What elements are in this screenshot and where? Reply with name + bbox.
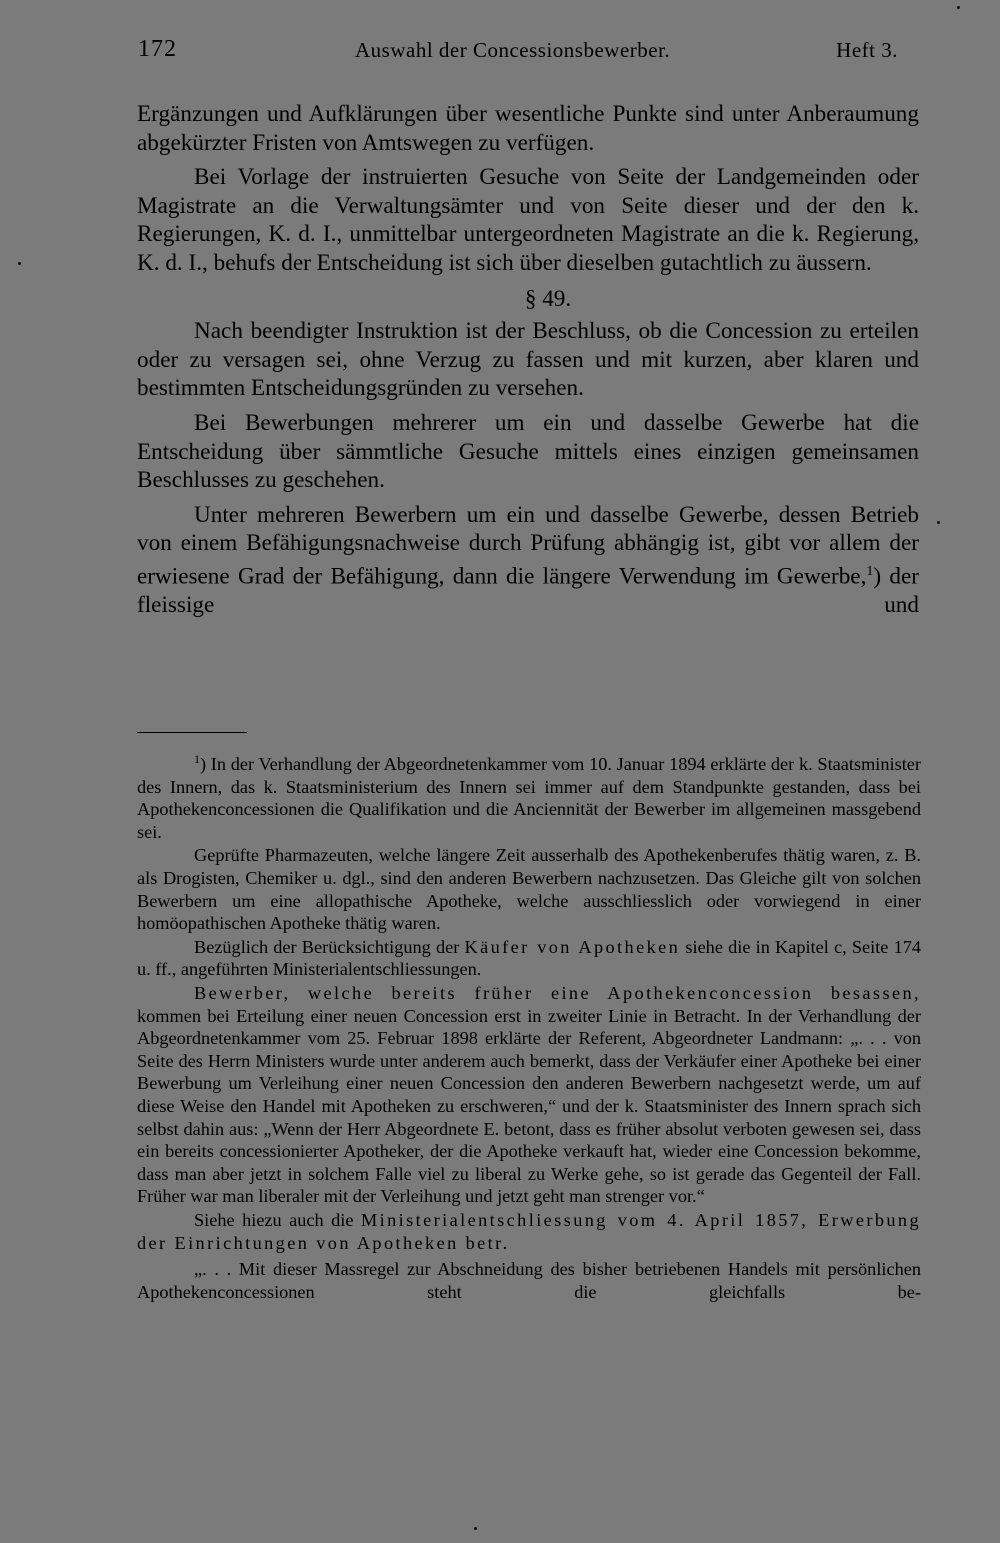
footnote-paragraph: „. . . Mit dieser Massregel zur Abschneidung des bisher betriebenen Handels mit persönlichen Apothekenconcessionen steht die gleichfalls be- <box>137 1259 921 1302</box>
footnote-paragraph <box>137 936 921 981</box>
footnote <box>137 748 921 843</box>
footnote-paragraph <box>137 1209 921 1254</box>
paragraph: Nach beendigter Instruktion ist der Beschluss, ob die Concession zu erteilen oder zu versagen sei, ohne Verzug zu fassen und mit kurzen, aber klaren und bestimmten Entscheidungsgründen zu versehen. <box>137 318 919 402</box>
footnote-rule <box>137 732 247 733</box>
page-header <box>138 36 898 66</box>
paragraph: Ergänzungen und Aufklärungen über wesentliche Punkte sind unter Anberaumung abgekürzter Fristen von Amtswegen zu verfügen. <box>137 101 919 156</box>
footnote-marker: 1 <box>194 752 200 766</box>
spaced-emphasis: Ministerialentschliessung vom 4. April 1857, Erwerbung der Einrichtungen von Apotheken betr. <box>137 1209 921 1253</box>
footnotes <box>137 748 921 1303</box>
page-number: 172 <box>138 36 177 62</box>
footnote-paragraph: Geprüfte Pharmazeuten, welche längere Zeit ausserhalb des Apothekenberufes thätig waren, z. B. als Drogisten, Chemiker u. dgl., sind den anderen Bewerbern nachzusetzen. Das Gleiche gilt von solchen Bewerbern um eine allopathische Apotheke, welche ausschliesslich oder vorwiegend in einer homöopathischen Apotheke thätig waren. <box>137 845 921 934</box>
footnote-text: Siehe hiezu auch die <box>194 1209 361 1230</box>
running-title: Auswahl der Concessionsbewerber. <box>355 38 671 62</box>
footnote-text: siehe die in Kapitel c, Seite 174 u. ff., angeführten Ministerialentschliessungen. <box>137 936 922 980</box>
scan-speck <box>937 521 940 524</box>
scan-speck <box>474 1527 477 1530</box>
footnote-text: Bezüglich der Berücksichtigung der <box>194 936 465 957</box>
spaced-emphasis: Bewerber, welche bereits früher eine Apothekenconcession besassen, <box>194 983 921 1004</box>
footnote-reference: 1 <box>866 563 874 579</box>
footnote-text: kommen bei Erteilung einer neuen Concession erst in zweiter Linie in Betracht. In der Verhandlung der Abgeordnetenkammer vom 25. Februar 1898 erklärte der Referent, Abgeordneter Landmann: „. . . von Seite des Herrn Ministers wurde unter anderem auch bemerkt, dass der Verkäufer einer Apotheke bei einer Bewerbung um Verleihung einer neuen Concession den anderen Bewerbern nachgesetzt werde, um auf diese Weise den Handel mit Apotheken zu erschweren,“ und der k. Staatsminister des Innern sprach sich selbst dahin aus: „Wenn der Herr Abgeordnete E. betont, dass es früher absolut verboten gewesen sei, dass ein bereits concessionierter Apotheker, der die Apotheke verkauft hat, wieder eine Concession bekomme, dass man aber jetzt in solchem Falle viel zu liberal zu Werke gehe, so ist gerade das Gegenteil der Fall. Früher war man liberaler mit der Verleihung und jetzt geht man strenger vor.“ <box>137 1005 921 1207</box>
footnote-paragraph <box>137 982 921 1208</box>
scan-speck <box>957 6 960 9</box>
spaced-emphasis: Käufer von Apotheken <box>464 936 681 957</box>
main-text <box>137 100 919 620</box>
scan-speck <box>18 262 21 265</box>
section-heading: § 49. <box>524 285 572 312</box>
paragraph: Bei Bewerbungen mehrerer um ein und dasselbe Gewerbe hat die Entscheidung über sämmtliche Gesuche mittels eines einzigen gemeinsamen Beschlusses zu geschehen. <box>137 409 919 494</box>
footnote-text: ) In der Verhandlung der Abgeordnetenkammer vom 10. Januar 1894 erklärte der k. Staatsminister des Innern, das k. Staatsministerium des Innern sei immer auf dem Standpunkte gestanden, dass bei Apothekenconcessionen die Qualifikation und die Anciennität der Bewerber im allgemeinen massgebend sei. <box>137 754 921 842</box>
paragraph <box>137 501 919 620</box>
issue-label: Heft 3. <box>836 38 898 62</box>
paragraph: Bei Vorlage der instruierten Gesuche von Seite der Landgemeinden oder Magistrate an die Verwaltungsämter und von Seite dieser und der den k. Regierungen, K. d. I., unmittelbar untergeordneten Magistrate an die k. Regierung, K. d. I., behufs der Entscheidung ist sich über dieselben gutachtlich zu äussern. <box>137 164 919 276</box>
paragraph-text: ) der fleissige und <box>137 563 919 619</box>
paragraph-text: Unter mehreren Bewerbern um ein und dasselbe Gewerbe, dessen Betrieb von einem Befähigungsnachweise durch Prüfung abhängig ist, gibt vor allem der erwiesene Grad der Befähigung, dann die längere Verwendung im Gewerbe, <box>137 501 919 590</box>
